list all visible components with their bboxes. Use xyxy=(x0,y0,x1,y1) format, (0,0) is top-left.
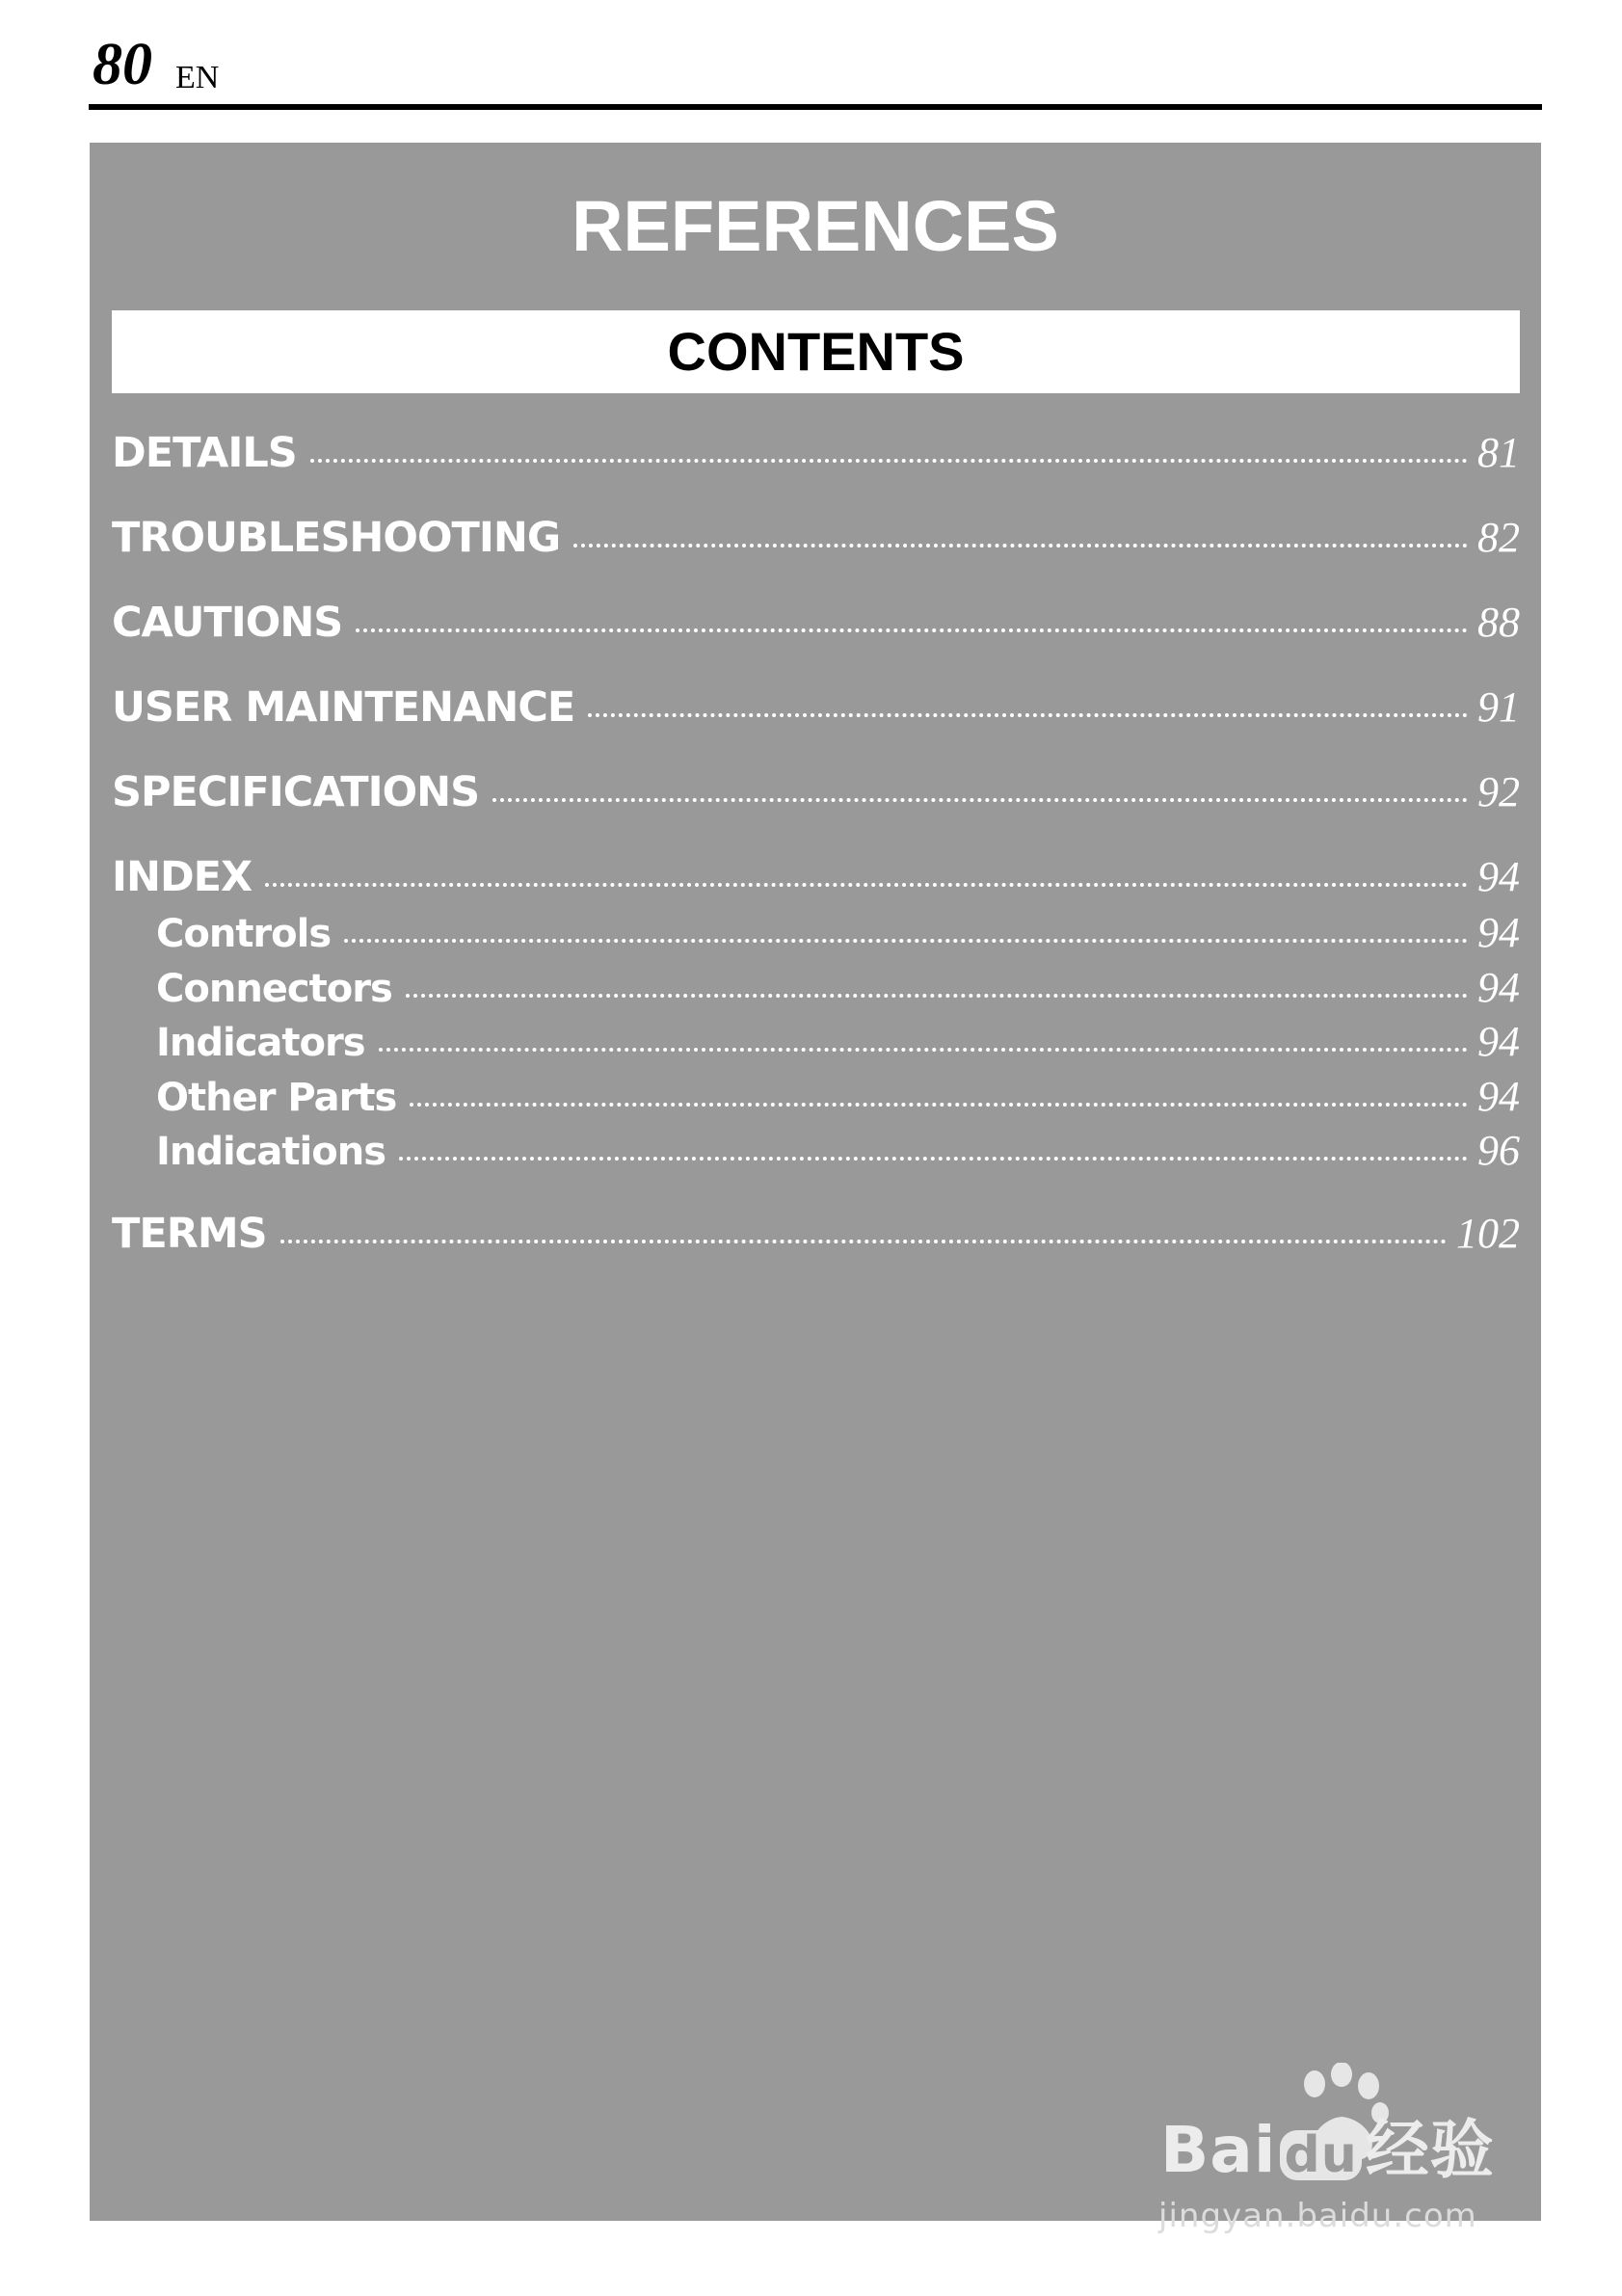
toc-page-number: 82 xyxy=(1477,514,1520,561)
toc-leader-dots xyxy=(573,544,1468,547)
toc-entry-user-maintenance[interactable] xyxy=(112,682,1520,767)
references-panel xyxy=(90,143,1541,2221)
toc-leader-dots xyxy=(280,1240,1447,1243)
header-rule xyxy=(89,104,1542,110)
contents-bar xyxy=(112,310,1520,393)
toc-label: Indications xyxy=(156,1130,386,1174)
page-number: 80 xyxy=(93,32,152,97)
toc-leader-dots xyxy=(492,798,1468,802)
toc-label: DETAILS xyxy=(112,429,297,477)
toc-page-number: 96 xyxy=(1477,1127,1520,1174)
toc-label: Connectors xyxy=(156,966,392,1011)
toc-label: Other Parts xyxy=(156,1075,397,1120)
baidu-watermark xyxy=(1151,2063,1556,2256)
page-language: EN xyxy=(175,60,220,95)
toc-entry-details[interactable] xyxy=(112,428,1520,513)
toc-leader-dots xyxy=(406,994,1468,998)
page-header xyxy=(89,29,1542,108)
table-of-contents xyxy=(112,428,1520,1294)
toc-subentry-connectors[interactable] xyxy=(112,963,1520,1018)
toc-label: USER MAINTENANCE xyxy=(112,683,575,732)
toc-page-number: 94 xyxy=(1477,1072,1520,1120)
watermark-brand-latin: Bai xyxy=(1160,2113,1277,2187)
toc-page-number: 94 xyxy=(1477,853,1520,900)
toc-subentry-controls[interactable] xyxy=(112,908,1520,963)
watermark-brand-du: du xyxy=(1280,2130,1361,2180)
toc-page-number: 92 xyxy=(1477,768,1520,815)
toc-leader-dots xyxy=(310,459,1468,463)
toc-page-number: 91 xyxy=(1477,683,1520,731)
toc-label: INDEX xyxy=(112,853,253,901)
toc-label: TROUBLESHOOTING xyxy=(112,514,561,562)
toc-label: Controls xyxy=(156,912,332,956)
toc-page-number: 88 xyxy=(1477,599,1520,646)
watermark-url: jingyan.baidu.com xyxy=(1158,2197,1477,2235)
contents-heading: CONTENTS xyxy=(667,321,965,382)
toc-subentry-other-parts[interactable] xyxy=(112,1072,1520,1127)
toc-page-number: 102 xyxy=(1456,1210,1520,1257)
toc-subentry-indicators[interactable] xyxy=(112,1017,1520,1072)
toc-leader-dots xyxy=(399,1157,1468,1161)
toc-leader-dots xyxy=(344,939,1468,943)
toc-entry-index[interactable] xyxy=(112,852,1520,908)
toc-entry-cautions[interactable] xyxy=(112,598,1520,682)
toc-page-number: 94 xyxy=(1477,963,1520,1011)
toc-label: CAUTIONS xyxy=(112,599,343,647)
toc-entry-terms[interactable] xyxy=(112,1209,1520,1294)
toc-page-number: 81 xyxy=(1477,429,1520,476)
references-title: REFERENCES xyxy=(572,186,1059,266)
toc-subentry-indications[interactable] xyxy=(112,1126,1520,1209)
toc-entry-troubleshooting[interactable] xyxy=(112,513,1520,598)
watermark-brand-cn: 经验 xyxy=(1365,2113,1495,2187)
toc-label: TERMS xyxy=(112,1210,267,1258)
toc-label: Indicators xyxy=(156,1021,365,1065)
toc-page-number: 94 xyxy=(1477,1018,1520,1065)
watermark-brand xyxy=(1160,2113,1495,2187)
toc-label: SPECIFICATIONS xyxy=(112,768,480,816)
toc-page-number: 94 xyxy=(1477,909,1520,956)
toc-entry-specifications[interactable] xyxy=(112,767,1520,852)
toc-leader-dots xyxy=(588,713,1468,717)
toc-leader-dots xyxy=(410,1103,1468,1107)
toc-leader-dots xyxy=(356,628,1468,632)
toc-leader-dots xyxy=(379,1048,1468,1052)
toc-leader-dots xyxy=(265,883,1468,887)
